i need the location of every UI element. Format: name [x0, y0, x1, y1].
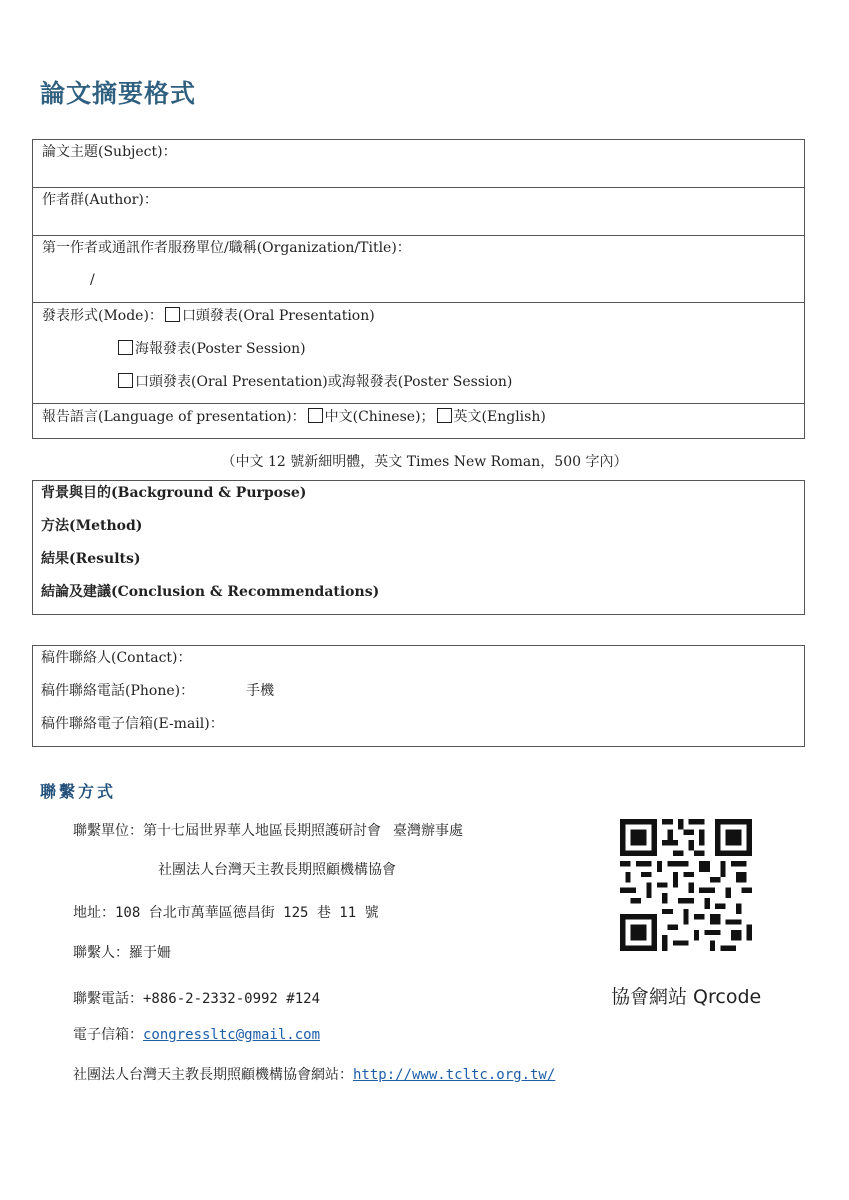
contact-phone: 聯繫電話：+886-2-2332-0992 #124: [73, 991, 321, 1007]
language-row: [33, 404, 804, 438]
contact-unit: [73, 820, 463, 840]
contact-email-label: 電子信箱：: [73, 1027, 143, 1043]
contact-unit-name: 第十七屆世界華人地區長期照護研討會: [143, 823, 381, 839]
format-note: （中文 12 號新細明體，英文 Times New Roman，500 字內）: [221, 454, 628, 470]
contact-person: 聯繫人：羅于姍: [73, 945, 171, 961]
language-chinese-label: 中文(Chinese)；: [324, 409, 435, 425]
page-title: 論文摘要格式: [40, 79, 197, 108]
subject-row[interactable]: [33, 140, 804, 188]
mode-either-checkbox[interactable]: [118, 373, 133, 388]
organization-label: 第一作者或通訊作者服務單位/職稱(Organization/Title)：: [42, 240, 411, 256]
abstract-conclusion-heading: 結論及建議(Conclusion & Recommendations): [41, 584, 380, 600]
contact-phone-line: [41, 683, 796, 716]
mode-row: [33, 303, 804, 404]
author-label: 作者群(Author)：: [42, 192, 158, 208]
contact-address: 地址：108 台北市萬華區德昌街 125 巷 11 號: [73, 905, 379, 921]
language-english-checkbox[interactable]: [437, 408, 452, 423]
mode-oral-checkbox[interactable]: [165, 307, 180, 322]
contact-heading: 聯繫方式: [40, 782, 117, 801]
mode-poster-checkbox[interactable]: [118, 340, 133, 355]
organization-title-separator: /: [90, 272, 95, 288]
contact-email-label: 稿件聯絡電子信箱(E-mail)：: [41, 716, 224, 732]
subject-label: 論文主題(Subject)：: [42, 144, 177, 160]
contact-unit-label: 聯繫單位：: [73, 823, 143, 839]
contact-email-line: [41, 716, 796, 749]
qr-code-caption: 協會網站 Qrcode: [611, 986, 762, 1008]
mode-poster-option: [116, 340, 795, 358]
contact-website-link[interactable]: http://www.tcltc.org.tw/: [353, 1067, 556, 1083]
contact-mobile-label: 手機: [246, 683, 275, 699]
organization-row[interactable]: [33, 236, 804, 303]
contact-unit-association: 社團法人台灣天主教長期照顧機構協會: [158, 862, 396, 878]
contact-person-line: [41, 650, 796, 683]
language-english-label: 英文(English): [453, 409, 546, 425]
mode-either-label: 口頭發表(Oral Presentation)或海報發表(Poster Session): [135, 374, 513, 390]
abstract-results-heading: 結果(Results): [41, 551, 141, 567]
mode-poster-label: 海報發表(Poster Session): [135, 341, 306, 357]
author-row[interactable]: [33, 188, 804, 236]
mode-oral-label: 口頭發表(Oral Presentation): [181, 308, 375, 324]
submission-form-table: [32, 139, 805, 439]
mode-either-option: [116, 373, 795, 391]
contact-website: [73, 1064, 555, 1084]
contact-form-box[interactable]: [32, 645, 805, 747]
contact-email: [73, 1024, 320, 1044]
qr-code-icon[interactable]: [620, 819, 752, 951]
language-label: 報告語言(Language of presentation)：: [42, 409, 306, 425]
contact-email-link[interactable]: congressltc@gmail.com: [143, 1027, 321, 1043]
contact-website-label: 社團法人台灣天主教長期照顧機構協會網站：: [73, 1067, 353, 1083]
mode-label: 發表形式(Mode)：: [42, 308, 163, 324]
abstract-box[interactable]: [32, 480, 805, 615]
contact-person-label: 稿件聯絡人(Contact)：: [41, 650, 192, 666]
contact-unit-office: 臺灣辦事處: [393, 823, 463, 839]
abstract-method-heading: 方法(Method): [41, 518, 143, 534]
abstract-background-heading: 背景與目的(Background & Purpose): [41, 485, 307, 501]
contact-phone-label: 稿件聯絡電話(Phone)：: [41, 683, 195, 699]
language-chinese-checkbox[interactable]: [308, 408, 323, 423]
